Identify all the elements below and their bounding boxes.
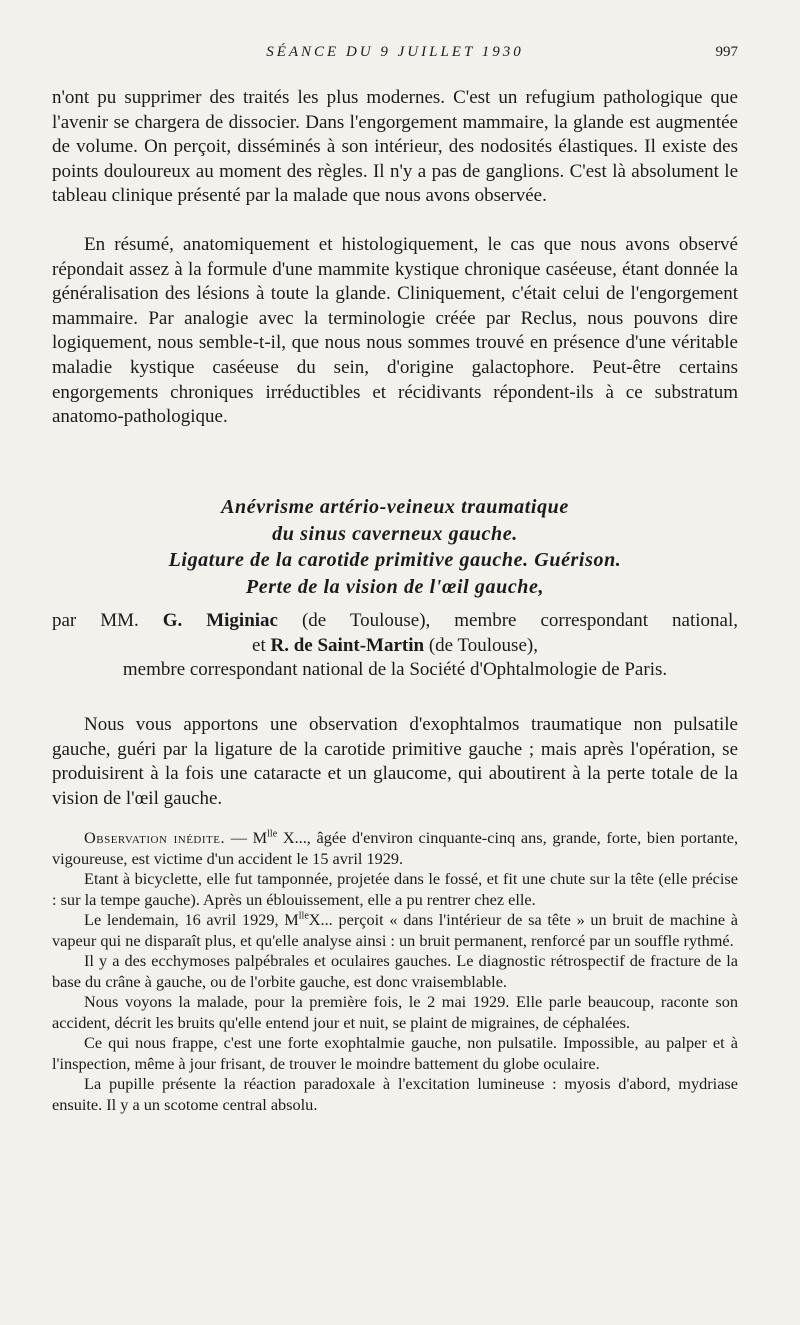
observation-paragraph: La pupille présente la réaction paradoxale à l'excitation lumineuse : myosis d'abord, mydriase ensuite. Il y a un scotome central absolu. xyxy=(52,1074,738,1114)
observation-paragraph: Observation inédite. — $M^{lle}$ X..., âgée d'environ cinquante-cinq ans, grande, forte, bien portante, vigoureuse, est victime d'un accident le 15 avril 1929. xyxy=(52,828,739,868)
observation-heading: Observation inédite. xyxy=(84,828,226,847)
title-line: Ligature de la carotide primitive gauche. Guérison. xyxy=(168,549,622,571)
article-title xyxy=(52,494,738,600)
observation-paragraph: Il y a des ecchymoses palpébrales et oculaires gauches. Le diagnostic rétrospectif de fracture de la base du crâne à gauche, ou de l'orbite gauche, est donc vraisemblable. xyxy=(52,951,738,991)
paragraph: En résumé, anatomiquement et histologiquement, le cas que nous avons observé répondait assez à la formule d'une mammite kystique chronique caséeuse, étant donnée la généralisation des lésions à toute la glande. Cliniquement, c'était celui de l'engorgement mammaire. Par analogie avec la terminologie créée par Reclus, nous pouvons dire logiquement, nous semble-t-il, que nous nous sommes trouvé en présence d'une véritable maladie kystique caséeuse du sein, d'origine galactophore. Peut-être certains engorgements chroniques irréductibles et récidivants répondent-ils à ce substratum anatomo-pathologique. xyxy=(52,234,738,428)
intro-paragraph-block xyxy=(52,713,738,811)
observation-paragraph: Etant à bicyclette, elle fut tamponnée, projetée dans le fossé, et fit une chute sur la tête (elle précise : sur la tempe gauche). Après un éblouissement, elle a pu rentrer chez elle. xyxy=(52,869,738,909)
author-line-1 xyxy=(52,609,738,634)
paragraph: n'ont pu supprimer des traités les plus modernes. C'est un refugium pathologique que l'avenir se chargera de dissocier. Dans l'engorgement mammaire, la glande est augmentée de volume. On perçoit, disséminés à son intérieur, des nodosités élastiques. Il existe des points douloureux au moment des règles. Il n'y a pas de ganglions. C'est là absolument le tableau clinique présenté par la malade que nous avons observée. xyxy=(52,87,738,207)
author-line-2 xyxy=(52,634,738,659)
author-block xyxy=(52,609,738,683)
author-prefix: et xyxy=(252,634,271,656)
intro-paragraph: Nous vous apportons une observation d'exophtalmos traumatique non pulsatile gauche, guéri par la ligature de la carotide primitive gauche ; mais après l'opération, se produisirent à la fois une cataracte et un glaucome, qui aboutirent à la perte totale de la vision de l'œil gauche. xyxy=(52,714,738,809)
author-line-3: membre correspondant national de la Société d'Ophtalmologie de Paris. xyxy=(122,659,668,680)
observation-paragraph: Nous voyons la malade, pour la première fois, le 2 mai 1929. Elle parle beaucoup, raconte son accident, décrit les bruits qu'elle entend jour et nuit, se plaint de migraines, de céphalées. xyxy=(52,992,738,1032)
author-name: R. de Saint-Martin xyxy=(270,634,425,656)
title-line: Perte de la vision de l'œil gauche, xyxy=(245,575,545,598)
paragraph-summary xyxy=(52,233,738,430)
title-line: du sinus caverneux gauche. xyxy=(272,522,518,545)
author-name: G. Miginiac xyxy=(162,610,278,631)
title-line: Anévrisme artério-veineux traumatique xyxy=(221,496,569,518)
author-affiliation: (de Toulouse), membre correspondant national, xyxy=(277,610,738,631)
author-affiliation: (de Toulouse), xyxy=(424,634,538,656)
paragraph-continuation xyxy=(52,86,738,209)
observation-paragraph: Le lendemain, 16 avril 1929, $M^{lle}X$... perçoit « dans l'intérieur de sa tête » un bruit de machine à vapeur qui ne disparaît plus, et qu'elle analyse ainsi : un bruit permanent, renforcé par un souffle rythmé. xyxy=(52,910,738,950)
observation-section xyxy=(52,828,738,1115)
observation-paragraph: Ce qui nous frappe, c'est une forte exophtalmie gauche, non pulsatile. Impossible, au palper et à l'inspection, même à jour frisant, de trouver le moindre battement du globe oculaire. xyxy=(52,1033,738,1073)
page-number: 997 xyxy=(715,44,738,60)
page-header xyxy=(52,44,738,70)
running-title: SÉANCE DU 9 JUILLET 1930 xyxy=(266,44,524,60)
author-prefix: par MM. xyxy=(52,610,163,631)
